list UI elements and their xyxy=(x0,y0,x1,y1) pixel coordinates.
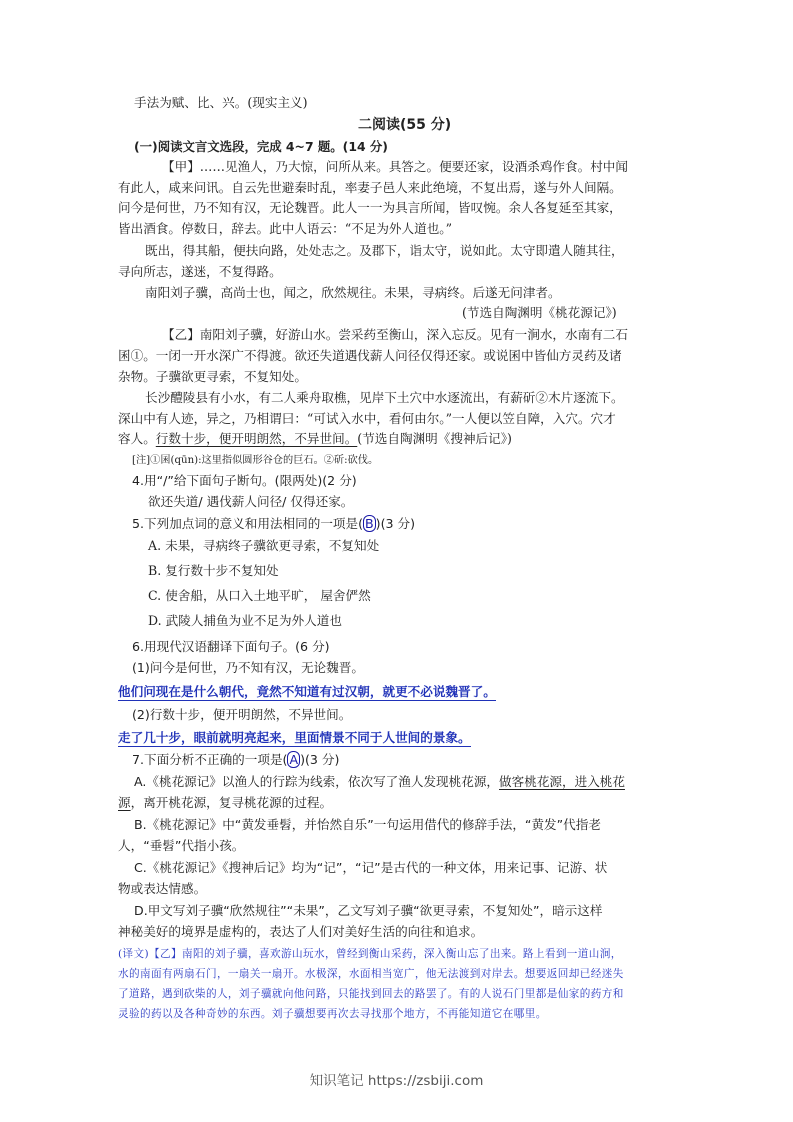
passage-yi-line: 【乙】南阳刘子骥，好游山水。尝采药至衡山，深入忘反。见有一涧水，水南有二石 xyxy=(162,327,628,342)
option-d: D. 武陵人捕鱼为业不足为外人道也 xyxy=(148,613,342,628)
option-b: B. 复行数十步不复知处 xyxy=(148,563,279,578)
passage-jia-line: 南阳刘子骥，高尚士也，闻之，欣然规往。未果，寻病终。后遂无问津者。 xyxy=(145,285,561,300)
passage-yi-line: 深山中有人迹，异之，乃相谓曰：“可试入水中，看何由尔。”一人便以笠自障，入穴。穴才 xyxy=(118,411,616,426)
option-7d: D.甲文写刘子骥“欣然规往”“未果”，乙文写刘子骥“欲更寻索，不复知处”，暗示这样 xyxy=(134,903,603,918)
question-6: 6.用现代汉语翻译下面句子。(6 分) xyxy=(132,639,330,654)
passage-jia-line: 寻向所志，遂迷，不复得路。 xyxy=(118,264,282,279)
answer-6-2 xyxy=(118,729,471,747)
question-text: 7.下面分析不正确的一项是( xyxy=(132,752,288,767)
question-4: 4.用“/”给下面句子断句。(限两处)(2 分) xyxy=(132,473,357,488)
source-jia: (节选自陶渊明《桃花源记》) xyxy=(462,305,617,320)
underlined-text: 做客桃花源，进入桃花 xyxy=(499,774,625,789)
section-title: 二阅读(55 分) xyxy=(358,117,452,133)
option-c: C. 使舍船，从口入土地平旷， 屋舍俨然 xyxy=(148,588,371,603)
line-text: 容人。 xyxy=(118,431,156,446)
option-7b: B.《桃花源记》中“黄发垂髫，并怡然自乐”一句运用借代的修辞手法，“黄发”代指老 xyxy=(134,817,601,832)
option-7c-cont: 物或表达情感。 xyxy=(118,881,207,896)
footnote: [注]①囷(qūn):这里指似圆形谷仓的巨石。②斫:砍伐。 xyxy=(132,455,379,466)
option-text: A.《桃花源记》以渔人的行踪为线索，依次写了渔人发现桃花源， xyxy=(134,774,500,789)
section-heading: (一)阅读文言文选段，完成 4~7 题。(14 分) xyxy=(134,139,388,154)
answer-text: 他们问现在是什么朝代，竟然不知道有过汉朝，就更不必说魏晋了。 xyxy=(118,684,496,699)
question-6-1: (1)问今是何世，乃不知有汉，无论魏晋。 xyxy=(132,660,364,675)
translation-line: (译文)【乙】南阳的刘子骥，喜欢游山玩水，曾经到衡山采药，深入衡山忘了出来。路上看到一道山涧， xyxy=(118,948,622,960)
question-5 xyxy=(132,515,415,533)
passage-jia-line: 既出，得其船，便扶向路，处处志之。及郡下，诣太守，说如此。太守即遣人随其往， xyxy=(145,243,624,258)
underlined-text: 源 xyxy=(118,795,131,810)
question-text: 5.下列加点词的意义和用法相同的一项是( xyxy=(132,516,364,531)
translation-line: 了道路，遇到砍柴的人，刘子骥就向他问路，只能找到回去的路罢了。有的人说石门里都是仙家的药方和 xyxy=(118,988,624,1000)
answer-text: 走了几十步，眼前就明亮起来，里面情景不同于人世间的景象。 xyxy=(118,730,471,745)
source-yi: (节选自陶渊明《搜神后记》) xyxy=(357,431,512,446)
passage-yi-line: 囷①。一闭一开水深广不得渡。欲还失道遇伐薪人问径仅得还家。或说囷中皆仙方灵药及诸 xyxy=(118,348,622,363)
translation-line: 灵验的药以及各种奇妙的东西。刘子骥想要再次去寻找那个地方，不再能知道它在哪里。 xyxy=(118,1008,547,1020)
question-4-answer: 欲还失道/ 遇伐薪人问径/ 仅得还家。 xyxy=(148,494,354,509)
question-score: )(3 分) xyxy=(300,752,340,767)
option-text: ，离开桃花源，复寻桃花源的过程。 xyxy=(130,795,333,810)
option-7a xyxy=(134,773,625,791)
passage-yi-line xyxy=(118,430,512,448)
passage-yi-line: 杂物。子骥欲更寻索，不复知处。 xyxy=(118,369,307,384)
footer-watermark: 知识笔记 https://zsbiji.com xyxy=(309,1073,484,1089)
answer-6-1 xyxy=(118,683,496,701)
passage-jia-line: 皆出酒食。停数日，辞去。此中人语云：“不足为外人道也。” xyxy=(118,221,453,236)
question-6-2: (2)行数十步，便开明朗然，不异世间。 xyxy=(132,707,352,722)
underlined-sentence: 行数十步，便开明朗然，不异世间。 xyxy=(155,431,358,446)
answer-mark: B xyxy=(365,516,374,531)
line-technique: 手法为赋、比、兴。(现实主义) xyxy=(134,95,308,110)
option-7d-cont: 神秘美好的境界是虚构的，表达了人们对美好生活的向往和追求。 xyxy=(118,924,484,939)
option-7c: C.《桃花源记》《搜神后记》均为“记”，“记”是古代的一种文体，用来记事、记游、状 xyxy=(134,860,608,875)
translation-line: 水的南面有两扇石门，一扇关一扇开。水极深，水面相当宽广，他无法渡到对岸去。想要返回却已经迷失 xyxy=(118,968,624,980)
passage-jia-line: 有此人，咸来问讯。自云先世避秦时乱，率妻子邑人来此绝境，不复出焉，遂与外人间隔。 xyxy=(118,180,622,195)
answer-mark: A xyxy=(289,752,299,767)
question-score: )(3 分) xyxy=(375,516,416,531)
question-7 xyxy=(132,751,339,769)
passage-yi-line: 长沙醴陵县有小水，有二人乘舟取樵，见岸下土穴中水逐流出，有薪斫②木片逐流下。 xyxy=(145,390,624,405)
passage-jia-line: 问今是何世，乃不知有汉，无论魏晋。此人一一为具言所闻，皆叹惋。余人各复延至其家， xyxy=(118,200,622,215)
option-a: A. 未果，寻病终子骥欲更寻索，不复知处 xyxy=(148,538,380,553)
passage-jia-line: 【甲】……见渔人，乃大惊，问所从来。具答之。便要还家，设酒杀鸡作食。村中闻 xyxy=(162,159,628,174)
option-7b-cont: 人，“垂髫”代指小孩。 xyxy=(118,838,245,853)
option-7a-cont xyxy=(118,794,332,812)
